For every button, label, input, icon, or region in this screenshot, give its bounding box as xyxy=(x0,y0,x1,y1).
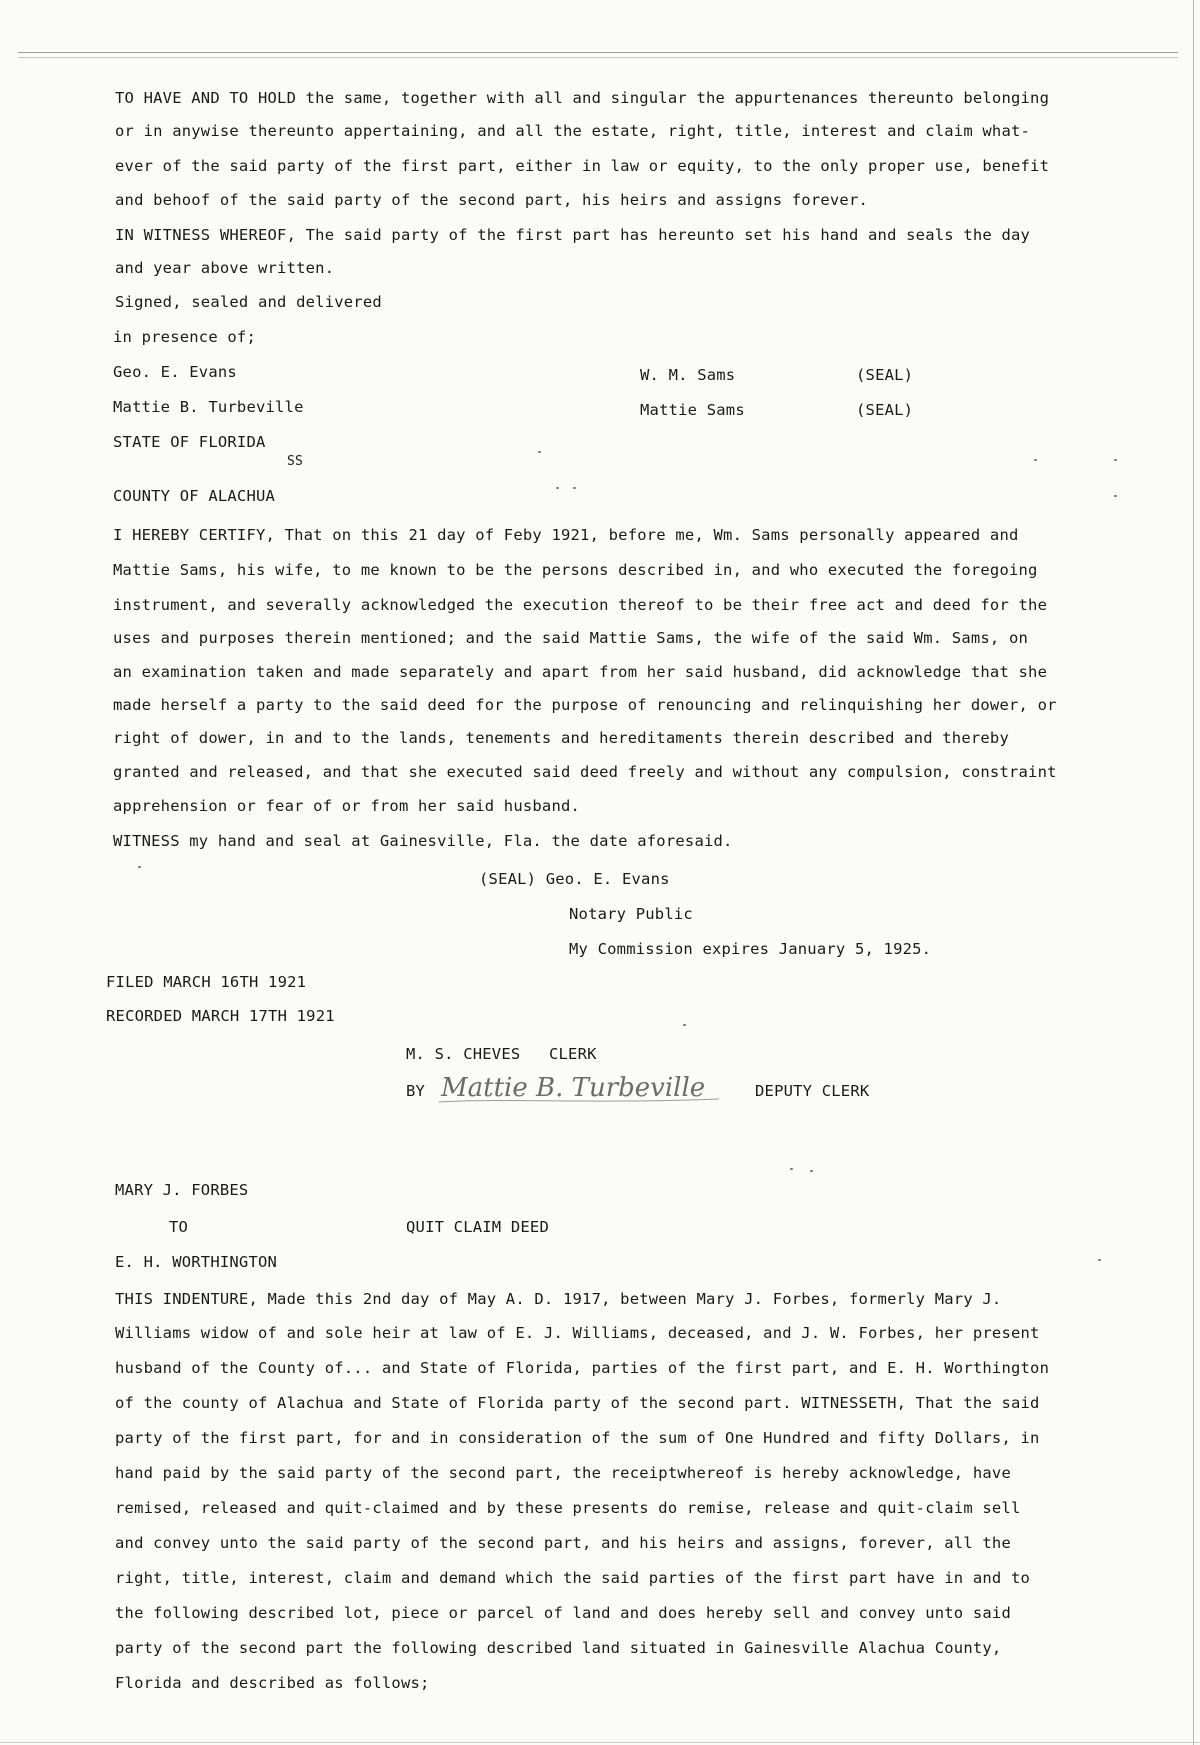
page-edge xyxy=(1193,0,1194,1745)
by-label: BY xyxy=(406,1082,426,1100)
acknowledgment-line: instrument, and severally acknowledged the execution thereof to be their free act and deed for the xyxy=(113,596,1048,614)
scan-speck xyxy=(683,1024,686,1026)
ss-venue: SS xyxy=(287,454,304,469)
indenture-line: husband of the County of... and State of Florida, parties of the first part, and E. H. Worthington xyxy=(115,1359,1050,1377)
habendum-line: ever of the said party of the first part, either in law or equity, to the only proper use, benefit xyxy=(115,157,1050,175)
acknowledgment-line: granted and released, and that she executed said deed freely and without any compulsion, constraint xyxy=(113,763,1057,781)
signer-name: W. M. Sams xyxy=(640,366,736,384)
notary-title: Notary Public xyxy=(569,905,693,923)
scan-speck xyxy=(138,866,141,868)
filed-date: FILED MARCH 16TH 1921 xyxy=(106,973,307,991)
indenture-line: Williams widow of and sole heir at law of E. J. Williams, deceased, and J. W. Forbes, her present xyxy=(115,1324,1040,1342)
seal-mark: (SEAL) xyxy=(856,366,914,384)
seal-mark: (SEAL) xyxy=(856,401,914,419)
witness-name: Geo. E. Evans xyxy=(113,363,237,381)
scan-speck xyxy=(1114,459,1117,461)
acknowledgment-line: right of dower, in and to the lands, tenements and hereditaments therein described and thereby xyxy=(113,729,1009,747)
signed-sealed-line: Signed, sealed and delivered xyxy=(115,293,382,311)
grantor-name: MARY J. FORBES xyxy=(115,1181,249,1199)
indenture-line: right, title, interest, claim and demand which the said parties of the first part have in and to xyxy=(115,1569,1031,1587)
to-label: TO xyxy=(169,1218,189,1236)
indenture-line: hand paid by the said party of the second part, the receiptwhereof is hereby acknowledge, have xyxy=(115,1464,1011,1482)
scan-speck xyxy=(538,451,541,453)
deputy-clerk-signature xyxy=(437,1068,727,1108)
indenture-line: THIS INDENTURE, Made this 2nd day of May A. D. 1917, between Mary J. Forbes, formerly Mary J. xyxy=(115,1290,1002,1308)
habendum-line: or in anywise thereunto appertaining, and all the estate, right, title, interest and claim what- xyxy=(115,122,1031,140)
scan-speck xyxy=(573,487,576,489)
indenture-line: of the county of Alachua and State of Florida party of the second part. WITNESSETH, That the said xyxy=(115,1394,1040,1412)
indenture-line: party of the first part, for and in consideration of the sum of One Hundred and fifty Dollars, in xyxy=(115,1429,1040,1447)
witness-hand-line: WITNESS my hand and seal at Gainesville, Fla. the date aforesaid. xyxy=(113,832,733,850)
indenture-line: remised, released and quit-claimed and by these presents do remise, release and quit-claim sell xyxy=(115,1499,1021,1517)
document-type: QUIT CLAIM DEED xyxy=(406,1218,549,1236)
recorded-date: RECORDED MARCH 17TH 1921 xyxy=(106,1007,335,1025)
indenture-line: and convey unto the said party of the second part, and his heirs and assigns, forever, all the xyxy=(115,1534,1011,1552)
scan-speck xyxy=(1034,459,1037,461)
acknowledgment-line: uses and purposes therein mentioned; and the said Mattie Sams, the wife of the said Wm. Sams, on xyxy=(113,629,1029,647)
scan-speck xyxy=(810,1170,813,1172)
scan-speck xyxy=(1114,495,1117,497)
scan-speck xyxy=(1098,1259,1101,1261)
acknowledgment-line: apprehension or fear of or from her said husband. xyxy=(113,797,581,815)
state-venue: STATE OF FLORIDA xyxy=(113,433,266,451)
notary-seal-line: (SEAL) Geo. E. Evans xyxy=(479,870,670,888)
witness-clause-line: and year above written. xyxy=(115,259,335,277)
acknowledgment-line: an examination taken and made separately and apart from her said husband, did acknowledge that she xyxy=(113,663,1048,681)
indenture-line: party of the second part the following described land situated in Gainesville Alachua County, xyxy=(115,1639,1002,1657)
indenture-line: Florida and described as follows; xyxy=(115,1674,430,1692)
notary-commission: My Commission expires January 5, 1925. xyxy=(569,940,932,958)
signer-name: Mattie Sams xyxy=(640,401,745,419)
scan-speck xyxy=(790,1168,793,1170)
top-rule xyxy=(18,52,1178,58)
signature-text: Mattie B. Turbeville xyxy=(441,1073,706,1103)
acknowledgment-line: I HEREBY CERTIFY, That on this 21 day of Feby 1921, before me, Wm. Sams personally appeared and xyxy=(113,526,1019,544)
witness-name: Mattie B. Turbeville xyxy=(113,398,304,416)
in-presence-line: in presence of; xyxy=(113,328,256,346)
deputy-clerk-label: DEPUTY CLERK xyxy=(755,1082,870,1100)
habendum-line: TO HAVE AND TO HOLD the same, together with all and singular the appurtenances thereunto belonging xyxy=(115,89,1050,107)
habendum-line: and behoof of the said party of the second part, his heirs and assigns forever. xyxy=(115,191,869,209)
witness-clause-line: IN WITNESS WHEREOF, The said party of the first part has hereunto set his hand and seals the day xyxy=(115,226,1031,244)
indenture-line: the following described lot, piece or parcel of land and does hereby sell and convey unto said xyxy=(115,1604,1011,1622)
grantee-name: E. H. WORTHINGTON xyxy=(115,1253,278,1271)
scan-speck xyxy=(556,487,559,489)
bottom-rule xyxy=(0,1742,1200,1743)
clerk-line: M. S. CHEVES CLERK xyxy=(406,1045,597,1063)
county-venue: COUNTY OF ALACHUA xyxy=(113,487,276,505)
acknowledgment-line: Mattie Sams, his wife, to me known to be the persons described in, and who executed the foregoing xyxy=(113,561,1038,579)
acknowledgment-line: made herself a party to the said deed for the purpose of renouncing and relinquishing her dower, or xyxy=(113,696,1057,714)
